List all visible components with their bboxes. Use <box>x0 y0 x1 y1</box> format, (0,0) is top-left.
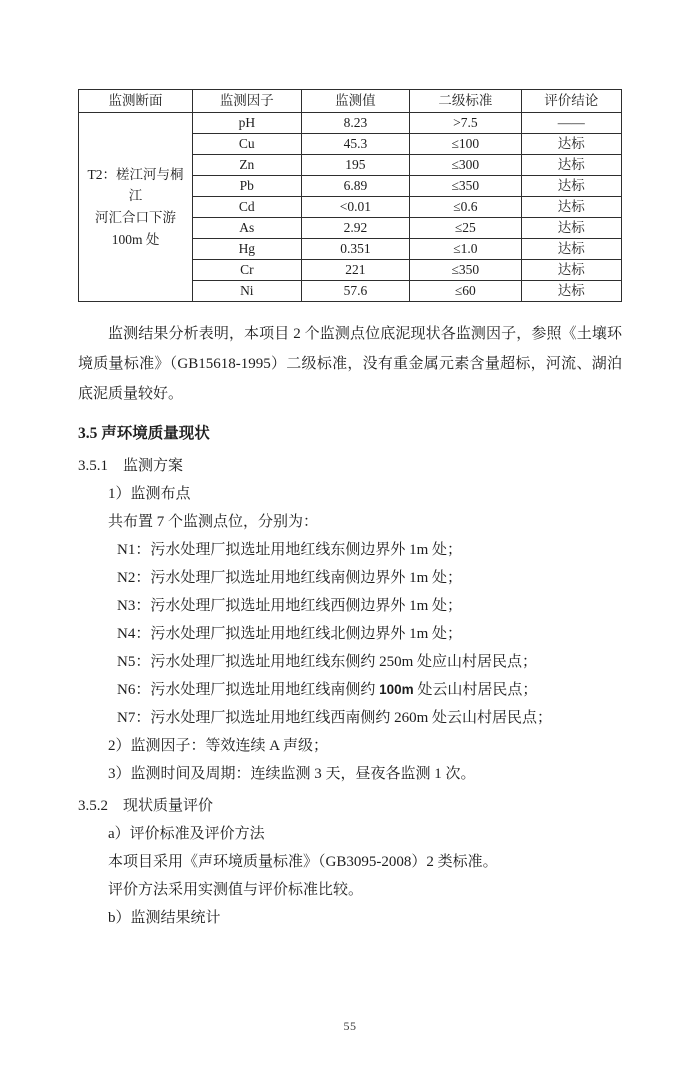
page-content <box>0 89 700 932</box>
table-cell-factor: Hg <box>193 239 302 260</box>
section-title-3-5: 3.5 声环境质量现状 <box>78 425 210 442</box>
table-cell-standard: ≤1.0 <box>410 239 521 260</box>
col-header-section: 监测断面 <box>79 90 193 113</box>
noise-point-item <box>117 564 622 592</box>
table-cell-standard: ≤300 <box>410 155 521 176</box>
table-cell-value: 2.92 <box>301 218 410 239</box>
col-header-factor: 监测因子 <box>193 90 302 113</box>
col-header-result: 评价结论 <box>521 90 621 113</box>
table-cell-value: 6.89 <box>301 176 410 197</box>
result-stat-label: b）监测结果统计 <box>108 910 221 926</box>
table-cell-factor: Zn <box>193 155 302 176</box>
table-cell-value: 0.351 <box>301 239 410 260</box>
noise-monitoring-points-list <box>78 536 622 732</box>
section-title-3-5-1: 3.5.1 监测方案 <box>78 458 184 474</box>
table-cell-result: 达标 <box>521 260 621 281</box>
noise-point-text: N2：污水处理厂拟选址用地红线南侧边界外 1m 处； <box>117 570 463 586</box>
table-cell-result: 达标 <box>521 176 621 197</box>
noise-point-highlight: 100m <box>379 682 414 697</box>
table-cell-standard: ≤25 <box>410 218 521 239</box>
table-cell-result: 达标 <box>521 134 621 155</box>
table-cell-result: 达标 <box>521 218 621 239</box>
table-cell-value: 221 <box>301 260 410 281</box>
point-layout-label: 1）监测布点 <box>108 486 191 502</box>
eval-standard-label: a）评价标准及评价方法 <box>108 826 265 842</box>
section-title-3-5-2: 3.5.2 现状质量评价 <box>78 798 214 814</box>
noise-point-item <box>117 620 622 648</box>
noise-point-item <box>117 704 622 732</box>
table-cell-standard: ≤100 <box>410 134 521 155</box>
noise-point-item <box>117 676 622 704</box>
table-cell-factor: Cr <box>193 260 302 281</box>
document-page <box>0 89 700 1078</box>
analysis-paragraph: 监测结果分析表明，本项目 2 个监测点位底泥现状各监测因子，参照《土壤环境质量标准》（GB15618-1995）二级标准，没有重金属元素含量超标，河流、湖泊底泥质量较好。 <box>78 326 622 402</box>
noise-point-text: 处云山村居民点； <box>413 682 538 698</box>
table-cell-result: —— <box>521 113 621 134</box>
monitor-period-line: 3）监测时间及周期：连续监测 3 天，昼夜各监测 1 次。 <box>108 766 476 782</box>
col-header-value: 监测值 <box>301 90 410 113</box>
table-cell-standard: ≤350 <box>410 176 521 197</box>
table-cell-factor: Ni <box>193 281 302 302</box>
table-cell-result: 达标 <box>521 281 621 302</box>
table-cell-value: 195 <box>301 155 410 176</box>
table-cell-factor: Cd <box>193 197 302 218</box>
table-cell-standard: ≤60 <box>410 281 521 302</box>
noise-point-text: N4：污水处理厂拟选址用地红线北侧边界外 1m 处； <box>117 626 463 642</box>
table-cell-standard: ≤0.6 <box>410 197 521 218</box>
noise-point-text: N7：污水处理厂拟选址用地红线西南侧约 260m 处云山村居民点； <box>117 710 553 726</box>
page-number: 55 <box>343 1019 357 1033</box>
site-name-line: T2：槎江河与桐江 <box>87 166 184 204</box>
site-name-line: 100m 处 <box>111 231 160 247</box>
noise-point-item <box>117 648 622 676</box>
table-cell-result: 达标 <box>521 197 621 218</box>
table-cell-value: <0.01 <box>301 197 410 218</box>
noise-point-text: N3：污水处理厂拟选址用地红线西侧边界外 1m 处； <box>117 598 463 614</box>
sediment-monitoring-table <box>78 89 622 302</box>
eval-standard-text: 本项目采用《声环境质量标准》（GB3095-2008）2 类标准。 <box>108 854 498 870</box>
monitoring-site-cell <box>79 113 193 302</box>
table-cell-factor: As <box>193 218 302 239</box>
noise-point-text: N1：污水处理厂拟选址用地红线东侧边界外 1m 处； <box>117 542 463 558</box>
table-cell-result: 达标 <box>521 239 621 260</box>
table-cell-factor: pH <box>193 113 302 134</box>
eval-method-text: 评价方法采用实测值与评价标准比较。 <box>108 882 364 898</box>
points-intro: 共布置 7 个监测点位，分别为： <box>108 514 319 530</box>
table-header-row <box>79 90 622 113</box>
table-cell-factor: Pb <box>193 176 302 197</box>
noise-point-item <box>117 536 622 564</box>
noise-point-item <box>117 592 622 620</box>
table-cell-value: 8.23 <box>301 113 410 134</box>
table-cell-standard: ≤350 <box>410 260 521 281</box>
monitor-factor-line: 2）监测因子：等效连续 A 声级； <box>108 738 329 754</box>
table-row <box>79 113 622 134</box>
table-cell-standard: >7.5 <box>410 113 521 134</box>
noise-point-text: N6：污水处理厂拟选址用地红线南侧约 <box>117 682 380 698</box>
table-cell-value: 45.3 <box>301 134 410 155</box>
table-cell-result: 达标 <box>521 155 621 176</box>
col-header-standard: 二级标准 <box>410 90 521 113</box>
table-cell-factor: Cu <box>193 134 302 155</box>
noise-point-text: N5：污水处理厂拟选址用地红线东侧约 250m 处应山村居民点； <box>117 654 538 670</box>
table-cell-value: 57.6 <box>301 281 410 302</box>
site-name-line: 河汇合口下游 <box>95 210 176 225</box>
